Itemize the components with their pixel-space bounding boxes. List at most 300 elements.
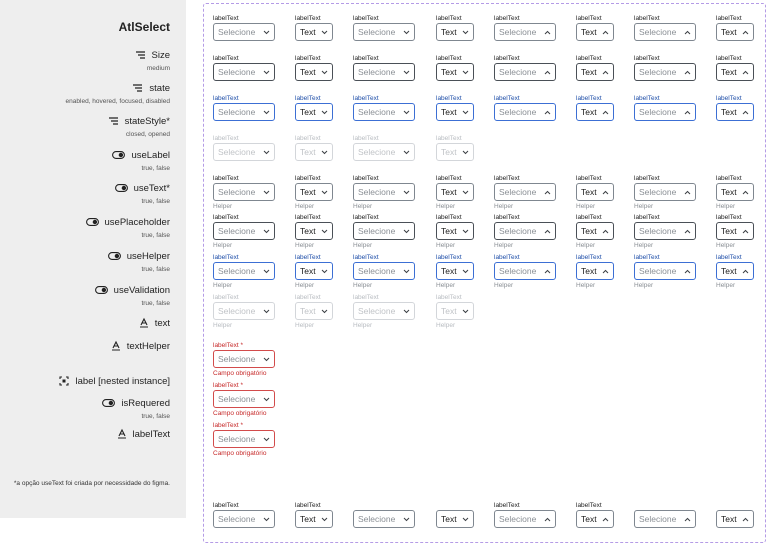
select-box[interactable]	[353, 103, 415, 121]
property-values: true, false	[141, 266, 170, 273]
select-box[interactable]	[716, 510, 754, 528]
field-label: labelText	[494, 55, 520, 62]
property-name: isRequered	[121, 397, 170, 409]
select-value: Text	[441, 187, 457, 197]
select-box[interactable]	[295, 262, 333, 280]
property-values: true, false	[141, 198, 170, 205]
chevron-up-icon	[742, 517, 749, 522]
select-field	[295, 174, 333, 211]
property-item[interactable]	[135, 49, 170, 73]
helper-text: Helper	[576, 203, 596, 210]
select-value: Text	[300, 306, 316, 316]
select-box[interactable]	[295, 23, 333, 41]
field-label: labelText	[634, 95, 660, 102]
field-label: labelText	[353, 15, 379, 22]
select-field	[716, 253, 754, 290]
field-label: labelText	[494, 175, 520, 182]
chevron-up-icon	[742, 70, 749, 75]
select-box[interactable]	[295, 63, 333, 81]
select-field	[576, 14, 614, 41]
field-label: labelText	[436, 135, 462, 142]
select-box[interactable]	[494, 103, 556, 121]
select-box[interactable]	[353, 302, 415, 320]
select-value: Selecione	[639, 27, 677, 37]
select-field	[716, 510, 754, 528]
select-box[interactable]	[494, 510, 556, 528]
select-value: Selecione	[358, 147, 396, 157]
field-label: labelText	[634, 175, 660, 182]
field-label: labelText	[353, 294, 379, 301]
property-name: label [nested instance]	[75, 375, 170, 387]
property-values: true, false	[141, 232, 170, 239]
select-box[interactable]	[436, 510, 474, 528]
select-field	[213, 174, 275, 211]
select-field	[436, 94, 474, 121]
select-value: Text	[300, 514, 316, 524]
chevron-down-icon	[403, 269, 410, 274]
field-label: labelText	[576, 15, 602, 22]
property-item[interactable]	[112, 149, 170, 173]
chevron-up-icon	[602, 30, 609, 35]
select-box[interactable]	[634, 222, 696, 240]
chevron-up-icon	[544, 269, 551, 274]
select-box[interactable]	[213, 183, 275, 201]
field-label: labelText	[634, 214, 660, 221]
select-value: Text	[721, 107, 737, 117]
chevron-down-icon	[321, 269, 328, 274]
helper-text: Helper	[576, 282, 596, 289]
field-label: labelText	[295, 15, 321, 22]
select-field	[295, 54, 333, 81]
select-value: Selecione	[218, 514, 256, 524]
field-label: labelText	[634, 254, 660, 261]
chevron-up-icon	[742, 30, 749, 35]
chevron-down-icon	[263, 517, 270, 522]
select-box[interactable]	[213, 23, 275, 41]
chevron-down-icon	[321, 190, 328, 195]
select-field	[295, 14, 333, 41]
chevron-up-icon	[742, 110, 749, 115]
select-field	[576, 94, 614, 121]
select-box[interactable]	[295, 302, 333, 320]
helper-text: Helper	[295, 242, 315, 249]
property-item[interactable]	[66, 82, 170, 106]
property-item[interactable]	[108, 250, 170, 274]
select-value: Selecione	[218, 147, 256, 157]
select-value: Selecione	[218, 266, 256, 276]
text-icon	[111, 341, 121, 351]
chevron-down-icon	[462, 150, 469, 155]
select-field	[436, 134, 474, 161]
select-field	[213, 253, 275, 290]
select-value: Selecione	[639, 187, 677, 197]
select-field	[353, 293, 415, 330]
chevron-down-icon	[462, 517, 469, 522]
select-value: Text	[581, 27, 597, 37]
helper-text: Helper	[436, 242, 456, 249]
chevron-down-icon	[263, 397, 270, 402]
chevron-down-icon	[403, 70, 410, 75]
select-box[interactable]	[576, 262, 614, 280]
select-box[interactable]	[494, 222, 556, 240]
chevron-down-icon	[462, 30, 469, 35]
toggle-icon	[102, 399, 115, 407]
select-box[interactable]	[716, 23, 754, 41]
select-value: Text	[300, 187, 316, 197]
select-box[interactable]	[634, 183, 696, 201]
helper-text: Helper	[213, 282, 233, 289]
select-box[interactable]	[295, 103, 333, 121]
field-label: labelText	[353, 254, 379, 261]
select-value: Selecione	[358, 107, 396, 117]
select-field	[494, 174, 556, 211]
select-value: Text	[581, 67, 597, 77]
property-name: useLabel	[131, 149, 170, 161]
select-box[interactable]	[634, 262, 696, 280]
chevron-down-icon	[403, 110, 410, 115]
select-box[interactable]	[213, 350, 275, 368]
property-values: true, false	[141, 165, 170, 172]
chevron-up-icon	[544, 110, 551, 115]
select-value: Selecione	[358, 27, 396, 37]
select-box[interactable]	[213, 222, 275, 240]
helper-text: Helper	[353, 242, 373, 249]
select-field	[576, 213, 614, 250]
chevron-up-icon	[742, 229, 749, 234]
property-item[interactable]	[102, 397, 170, 421]
select-field	[295, 213, 333, 250]
property-item[interactable]	[117, 428, 171, 440]
select-box[interactable]	[494, 63, 556, 81]
list-icon	[135, 51, 146, 59]
select-field	[494, 14, 556, 41]
field-label: labelText	[353, 95, 379, 102]
select-value: Text	[441, 306, 457, 316]
chevron-down-icon	[462, 229, 469, 234]
select-field	[213, 94, 275, 121]
chevron-down-icon	[263, 437, 270, 442]
field-label: labelText	[295, 135, 321, 142]
chevron-up-icon	[742, 269, 749, 274]
select-field	[213, 501, 275, 528]
field-label: labelText	[716, 55, 742, 62]
field-label: labelText	[353, 135, 379, 142]
property-item[interactable]	[95, 284, 170, 308]
property-name: useValidation	[113, 284, 170, 296]
chevron-down-icon	[462, 110, 469, 115]
select-box[interactable]	[213, 510, 275, 528]
chevron-up-icon	[544, 190, 551, 195]
field-label: labelText *	[213, 422, 243, 429]
property-values: medium	[146, 65, 170, 72]
select-field	[576, 253, 614, 290]
field-label: labelText	[436, 15, 462, 22]
helper-text: Helper	[634, 203, 654, 210]
field-label: labelText	[213, 175, 239, 182]
select-value: Text	[441, 147, 457, 157]
select-value: Text	[721, 27, 737, 37]
text-icon	[117, 429, 127, 439]
property-values: true, false	[141, 300, 170, 307]
select-box[interactable]	[213, 262, 275, 280]
select-box[interactable]	[213, 430, 275, 448]
footnote: *a opção useText foi criada por necessidade do figma.	[13, 480, 170, 487]
select-field	[353, 14, 415, 41]
chevron-up-icon	[602, 229, 609, 234]
select-box[interactable]	[494, 183, 556, 201]
property-values: true, false	[141, 413, 170, 420]
chevron-up-icon	[602, 70, 609, 75]
field-label: labelText *	[213, 382, 243, 389]
select-box[interactable]	[213, 143, 275, 161]
property-name: state	[149, 82, 170, 94]
select-field	[576, 174, 614, 211]
chevron-up-icon	[684, 229, 691, 234]
property-name: useText*	[133, 182, 170, 194]
select-field	[494, 54, 556, 81]
helper-text: Helper	[436, 203, 456, 210]
select-field	[494, 213, 556, 250]
field-label: labelText	[436, 214, 462, 221]
properties-panel	[0, 0, 186, 518]
helper-text: Helper	[353, 322, 373, 329]
field-label: labelText	[716, 214, 742, 221]
select-box[interactable]	[353, 23, 415, 41]
select-field	[436, 54, 474, 81]
select-value: Text	[300, 147, 316, 157]
helper-text: Helper	[213, 203, 233, 210]
select-value: Selecione	[639, 107, 677, 117]
select-value: Text	[441, 514, 457, 524]
property-item[interactable]	[108, 115, 170, 139]
field-label: labelText	[353, 214, 379, 221]
select-field	[213, 213, 275, 250]
property-name: stateStyle*	[124, 115, 170, 127]
select-box[interactable]	[716, 183, 754, 201]
property-name: Size	[151, 49, 170, 61]
select-field	[634, 94, 696, 121]
select-box[interactable]	[353, 262, 415, 280]
property-item[interactable]	[111, 340, 170, 352]
helper-text: Helper	[295, 322, 315, 329]
select-box[interactable]	[436, 222, 474, 240]
chevron-down-icon	[462, 309, 469, 314]
chevron-down-icon	[263, 357, 270, 362]
instance-icon	[59, 376, 69, 386]
select-box[interactable]	[436, 183, 474, 201]
select-value: Selecione	[499, 514, 537, 524]
select-box[interactable]	[576, 183, 614, 201]
select-field	[634, 510, 696, 528]
select-field	[716, 54, 754, 81]
select-box[interactable]	[576, 510, 614, 528]
chevron-up-icon	[544, 229, 551, 234]
select-field	[494, 501, 556, 528]
select-box[interactable]	[576, 63, 614, 81]
select-value: Selecione	[218, 27, 256, 37]
toggle-icon	[86, 218, 99, 226]
helper-text: Helper	[213, 322, 233, 329]
chevron-down-icon	[321, 229, 328, 234]
select-value: Selecione	[358, 266, 396, 276]
field-label: labelText	[716, 15, 742, 22]
chevron-down-icon	[263, 70, 270, 75]
select-value: Selecione	[218, 187, 256, 197]
select-box[interactable]	[353, 222, 415, 240]
select-box[interactable]	[436, 143, 474, 161]
select-value: Text	[300, 67, 316, 77]
field-label: labelText	[213, 135, 239, 142]
chevron-down-icon	[263, 229, 270, 234]
select-value: Selecione	[499, 107, 537, 117]
field-label: labelText	[494, 15, 520, 22]
select-box[interactable]	[213, 63, 275, 81]
chevron-down-icon	[403, 309, 410, 314]
select-value: Selecione	[218, 67, 256, 77]
select-field	[716, 213, 754, 250]
select-box[interactable]	[634, 103, 696, 121]
select-field	[634, 213, 696, 250]
select-field	[213, 381, 275, 418]
select-box[interactable]	[634, 23, 696, 41]
helper-text: Helper	[295, 282, 315, 289]
chevron-up-icon	[544, 30, 551, 35]
property-values: closed, opened	[125, 131, 170, 138]
select-field	[716, 14, 754, 41]
property-values: enabled, hovered, focused, disabled	[65, 98, 170, 105]
error-message: Campo obrigatório	[213, 410, 267, 417]
property-item[interactable]	[59, 375, 170, 387]
select-box[interactable]	[716, 63, 754, 81]
chevron-up-icon	[684, 190, 691, 195]
chevron-down-icon	[321, 30, 328, 35]
select-value: Text	[721, 187, 737, 197]
property-name: labelText	[132, 428, 170, 440]
helper-text: Helper	[213, 242, 233, 249]
select-box[interactable]	[295, 222, 333, 240]
chevron-down-icon	[321, 150, 328, 155]
field-label: labelText	[576, 55, 602, 62]
select-value: Text	[581, 514, 597, 524]
field-label: labelText	[436, 175, 462, 182]
select-box[interactable]	[353, 510, 415, 528]
select-value: Text	[441, 107, 457, 117]
chevron-up-icon	[684, 269, 691, 274]
field-label: labelText *	[213, 342, 243, 349]
select-box[interactable]	[436, 262, 474, 280]
list-icon	[108, 117, 119, 125]
field-label: labelText	[295, 55, 321, 62]
select-field	[436, 293, 474, 330]
select-box[interactable]	[436, 302, 474, 320]
chevron-down-icon	[321, 309, 328, 314]
field-label: labelText	[494, 254, 520, 261]
field-label: labelText	[295, 175, 321, 182]
select-value: Text	[721, 226, 737, 236]
select-box[interactable]	[634, 63, 696, 81]
select-box[interactable]	[213, 103, 275, 121]
field-label: labelText	[716, 254, 742, 261]
select-value: Text	[441, 226, 457, 236]
helper-text: Helper	[295, 203, 315, 210]
select-value: Selecione	[358, 514, 396, 524]
select-value: Selecione	[639, 514, 677, 524]
select-box[interactable]	[436, 103, 474, 121]
select-box[interactable]	[576, 23, 614, 41]
field-label: labelText	[494, 95, 520, 102]
helper-text: Helper	[634, 282, 654, 289]
select-box[interactable]	[494, 23, 556, 41]
field-label: labelText	[634, 55, 660, 62]
select-field	[295, 501, 333, 528]
select-box[interactable]	[576, 103, 614, 121]
select-box[interactable]	[436, 63, 474, 81]
list-icon	[132, 84, 143, 92]
select-field	[634, 14, 696, 41]
property-name: usePlaceholder	[104, 216, 170, 228]
select-field	[576, 501, 614, 528]
helper-text: Helper	[716, 242, 736, 249]
select-box[interactable]	[295, 183, 333, 201]
select-box[interactable]	[494, 262, 556, 280]
select-box[interactable]	[716, 262, 754, 280]
property-item[interactable]	[115, 182, 170, 206]
helper-text: Helper	[494, 282, 514, 289]
select-field	[494, 94, 556, 121]
field-label: labelText	[295, 214, 321, 221]
chevron-down-icon	[263, 309, 270, 314]
select-value: Text	[441, 266, 457, 276]
select-box[interactable]	[213, 302, 275, 320]
component-title: AtlSelect	[118, 20, 170, 34]
select-box[interactable]	[353, 63, 415, 81]
helper-text: Helper	[494, 203, 514, 210]
property-item[interactable]	[139, 317, 170, 329]
helper-text: Helper	[576, 242, 596, 249]
field-label: labelText	[295, 502, 321, 509]
helper-text: Helper	[494, 242, 514, 249]
text-icon	[139, 318, 149, 328]
select-value: Selecione	[218, 394, 256, 404]
field-label: labelText	[494, 502, 520, 509]
select-box[interactable]	[436, 23, 474, 41]
select-box[interactable]	[716, 103, 754, 121]
select-box[interactable]	[295, 510, 333, 528]
field-label: labelText	[213, 55, 239, 62]
select-value: Text	[300, 107, 316, 117]
select-value: Selecione	[218, 434, 256, 444]
select-field	[634, 174, 696, 211]
select-field	[716, 174, 754, 211]
select-field	[353, 134, 415, 161]
select-field	[213, 341, 275, 378]
select-box[interactable]	[634, 510, 696, 528]
helper-text: Helper	[436, 282, 456, 289]
select-box[interactable]	[353, 143, 415, 161]
property-item[interactable]	[86, 216, 171, 240]
field-label: labelText	[716, 175, 742, 182]
select-field	[353, 174, 415, 211]
select-box[interactable]	[213, 390, 275, 408]
select-value: Selecione	[218, 306, 256, 316]
select-box[interactable]	[295, 143, 333, 161]
chevron-down-icon	[403, 229, 410, 234]
select-box[interactable]	[716, 222, 754, 240]
select-field	[213, 293, 275, 330]
select-box[interactable]	[353, 183, 415, 201]
select-box[interactable]	[576, 222, 614, 240]
helper-text: Helper	[353, 282, 373, 289]
